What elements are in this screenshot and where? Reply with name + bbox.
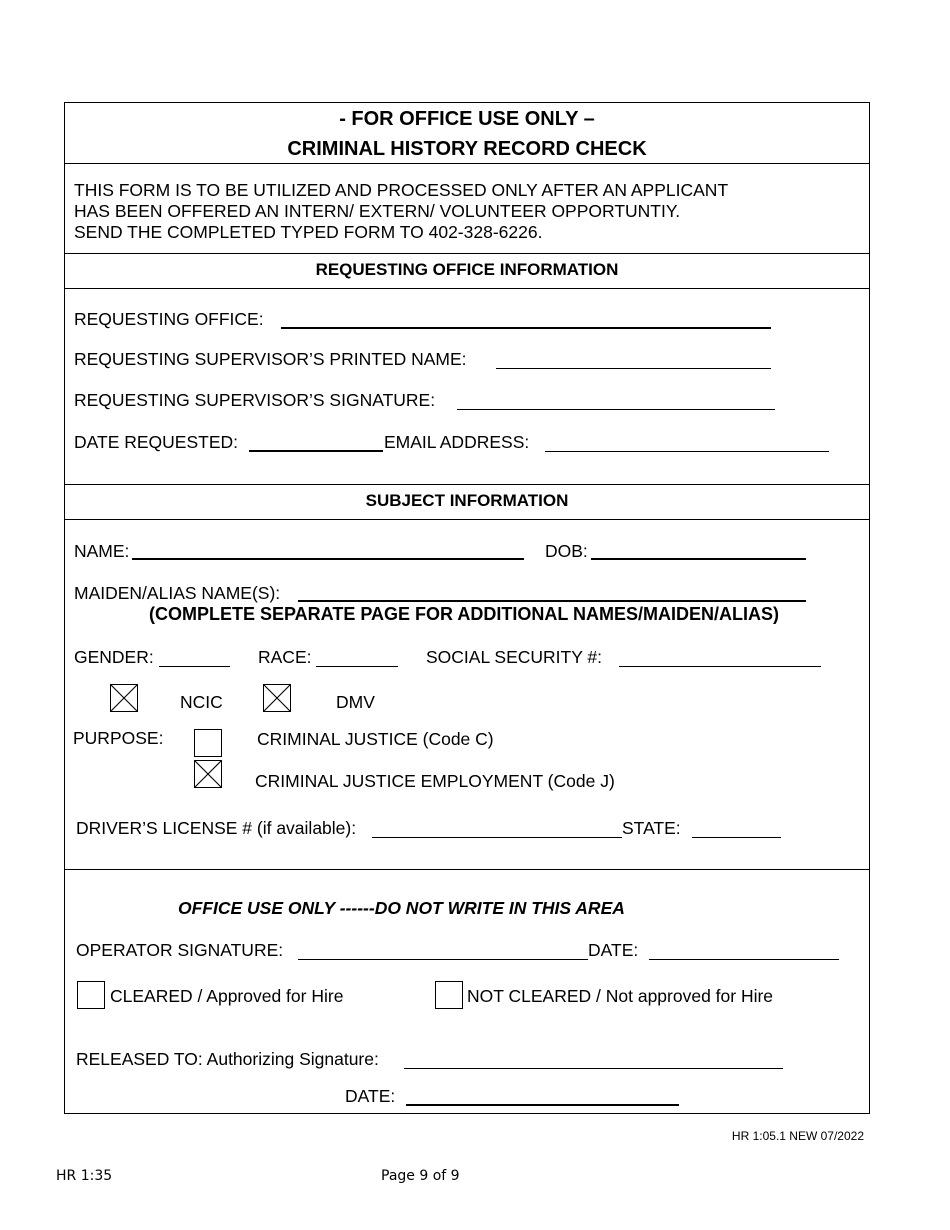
divider bbox=[64, 163, 870, 164]
checkmark-x-icon bbox=[111, 685, 137, 711]
name-field[interactable] bbox=[132, 558, 524, 560]
instructions-line3: SEND THE COMPLETED TYPED FORM TO 402-328-6226. bbox=[74, 222, 543, 242]
purpose-code-j-checkbox[interactable] bbox=[194, 760, 222, 788]
footer-page-number: Page 9 of 9 bbox=[381, 1168, 460, 1184]
instructions-line2: HAS BEEN OFFERED AN INTERN/ EXTERN/ VOLUNTEER OPPORTUNTIY. bbox=[74, 201, 681, 221]
cleared-label: CLEARED / Approved for Hire bbox=[110, 986, 344, 1006]
email-label: EMAIL ADDRESS: bbox=[384, 432, 530, 452]
cleared-checkbox[interactable] bbox=[77, 981, 105, 1009]
ncic-checkbox[interactable] bbox=[110, 684, 138, 712]
form-code: HR 1:05.1 NEW 07/2022 bbox=[731, 1129, 864, 1143]
ssn-field[interactable] bbox=[619, 666, 821, 667]
license-field[interactable] bbox=[372, 837, 622, 838]
requesting-office-field[interactable] bbox=[281, 327, 771, 329]
purpose-code-c-checkbox[interactable] bbox=[194, 729, 222, 757]
maiden-note: (COMPLETE SEPARATE PAGE FOR ADDITIONAL NAMES/MAIDEN/ALIAS) bbox=[149, 604, 780, 624]
dob-label: DOB: bbox=[545, 541, 588, 561]
divider bbox=[64, 484, 870, 485]
divider bbox=[64, 288, 870, 289]
released-signature-field[interactable] bbox=[404, 1068, 783, 1069]
state-label: STATE: bbox=[622, 818, 681, 838]
form-title-line1: - FOR OFFICE USE ONLY – bbox=[339, 108, 595, 130]
released-date-field[interactable] bbox=[406, 1104, 679, 1106]
subject-section-title: SUBJECT INFORMATION bbox=[365, 491, 569, 510]
divider bbox=[64, 519, 870, 520]
operator-date-field[interactable] bbox=[649, 959, 839, 960]
footer-left: HR 1:35 bbox=[56, 1168, 113, 1184]
maiden-label: MAIDEN/ALIAS NAME(S): bbox=[74, 583, 281, 603]
dmv-label: DMV bbox=[336, 692, 375, 712]
race-label: RACE: bbox=[258, 647, 312, 667]
released-label: RELEASED TO: Authorizing Signature: bbox=[76, 1049, 379, 1069]
maiden-field[interactable] bbox=[298, 600, 806, 602]
purpose-code-c-label: CRIMINAL JUSTICE (Code C) bbox=[257, 729, 494, 749]
form-title-line2: CRIMINAL HISTORY RECORD CHECK bbox=[287, 138, 647, 160]
race-field[interactable] bbox=[316, 666, 398, 667]
dob-field[interactable] bbox=[591, 558, 806, 560]
released-date-label: DATE: bbox=[345, 1086, 396, 1106]
requesting-office-label: REQUESTING OFFICE: bbox=[74, 309, 264, 329]
not-cleared-label: NOT CLEARED / Not approved for Hire bbox=[467, 986, 774, 1006]
date-requested-field[interactable] bbox=[249, 450, 383, 452]
divider bbox=[64, 869, 870, 870]
purpose-code-j-label: CRIMINAL JUSTICE EMPLOYMENT (Code J) bbox=[255, 771, 615, 791]
license-label: DRIVER’S LICENSE # (if available): bbox=[76, 818, 357, 838]
operator-date-label: DATE: bbox=[588, 940, 639, 960]
purpose-label: PURPOSE: bbox=[73, 728, 164, 748]
supervisor-signature-label: REQUESTING SUPERVISOR’S SIGNATURE: bbox=[74, 390, 436, 410]
supervisor-name-field[interactable] bbox=[496, 368, 771, 369]
gender-field[interactable] bbox=[159, 666, 230, 667]
instructions-line1: THIS FORM IS TO BE UTILIZED AND PROCESSED ONLY AFTER AN APPLICANT bbox=[74, 180, 729, 200]
supervisor-name-label: REQUESTING SUPERVISOR’S PRINTED NAME: bbox=[74, 349, 467, 369]
divider bbox=[64, 253, 870, 254]
operator-signature-label: OPERATOR SIGNATURE: bbox=[76, 940, 284, 960]
checkmark-x-icon bbox=[195, 761, 221, 787]
state-field[interactable] bbox=[692, 837, 781, 838]
checkmark-x-icon bbox=[264, 685, 290, 711]
name-label: NAME: bbox=[74, 541, 130, 561]
dmv-checkbox[interactable] bbox=[263, 684, 291, 712]
gender-label: GENDER: bbox=[74, 647, 154, 667]
not-cleared-checkbox[interactable] bbox=[435, 981, 463, 1009]
requesting-section-title: REQUESTING OFFICE INFORMATION bbox=[315, 260, 619, 279]
ncic-label: NCIC bbox=[180, 692, 223, 712]
email-field[interactable] bbox=[545, 451, 829, 452]
office-use-heading: OFFICE USE ONLY ------DO NOT WRITE IN THIS AREA bbox=[178, 898, 625, 918]
operator-signature-field[interactable] bbox=[298, 959, 588, 960]
supervisor-signature-field[interactable] bbox=[457, 409, 775, 410]
ssn-label: SOCIAL SECURITY #: bbox=[426, 647, 603, 667]
date-requested-label: DATE REQUESTED: bbox=[74, 432, 239, 452]
